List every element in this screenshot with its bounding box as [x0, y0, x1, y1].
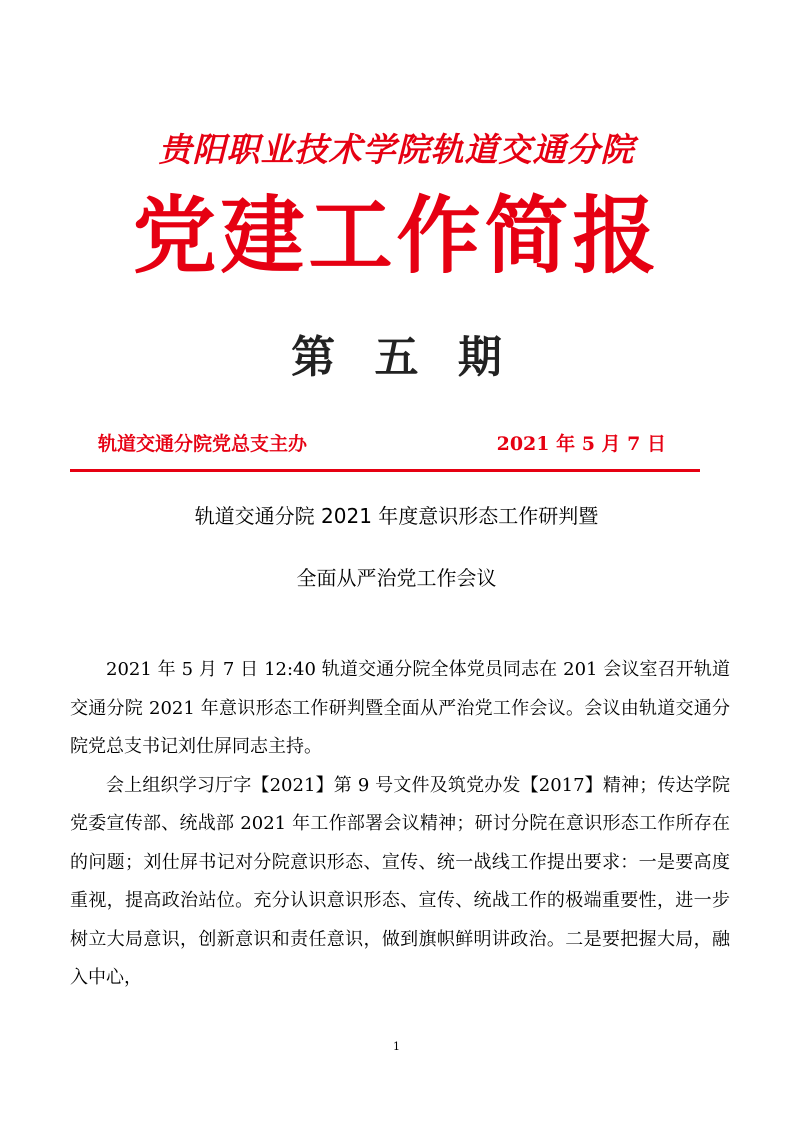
org-name: 贵阳职业技术学院轨道交通分院: [158, 130, 635, 169]
publish-date: 2021 年 5 月 7 日: [496, 433, 666, 455]
paragraph: 会上组织学习厅字【2021】第 9 号文件及筑党办发【2017】精神；传达学院党委宣传部、统战部 2021 年工作部署会议精神；研讨分院在意识形态工作所存在的问题；刘仕屏书记对分院意识形态、宣传、统一战线工作提出要求：一是要高度重视，提高政治站位。充分认识意识形态、宣传、统战工作的极端重要性，进一步树立大局意识，创新意识和责任意识，做到旗帜鲜明讲政治。二是要把握大局，融入中心，: [70, 774, 730, 988]
article-body: [70, 651, 730, 998]
paragraph: 2021 年 5 月 7 日 12:40 轨道交通分院全体党员同志在 201 会议室召开轨道交通分院 2021 年意识形态工作研判暨全面从严治党工作会议。会议由轨道交通分院党总支书记刘仕屏同志主持。: [70, 659, 730, 757]
article-title-line-1: 轨道交通分院 2021 年度意识形态工作研判暨: [194, 504, 599, 528]
page-number: 1: [393, 1040, 400, 1053]
article-title-line-2: 全面从严治党工作会议: [296, 566, 497, 590]
header-divider: [70, 469, 700, 472]
masthead-title: 党建工作简报: [132, 187, 661, 285]
issue-number: [0, 330, 793, 386]
issue-char: 第: [291, 332, 336, 383]
publisher: 轨道交通分院党总支主办: [98, 433, 308, 455]
issue-char: 五: [374, 332, 419, 383]
issue-char: 期: [457, 332, 502, 383]
